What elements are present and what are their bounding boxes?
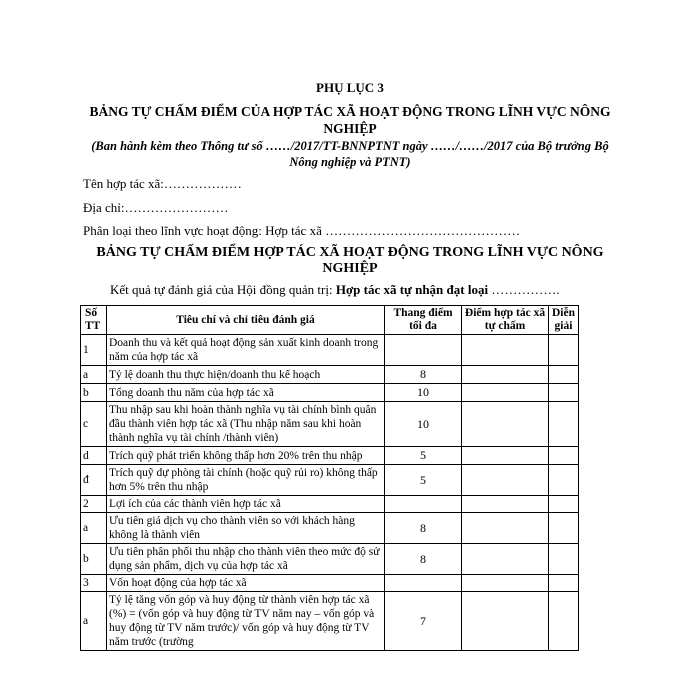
- document-title: BẢNG TỰ CHẤM ĐIỂM CỦA HỢP TÁC XÃ HOẠT ĐỘNG TRONG LĨNH VỰC NÔNG NGHIỆP: [89, 104, 611, 136]
- row-max-score: [385, 335, 462, 366]
- row-max-score: 10: [385, 402, 462, 447]
- classification-field: Phân loại theo lĩnh vực hoạt động: Hợp tác xã ………………………………………: [83, 223, 521, 238]
- row-max-score: 5: [385, 465, 462, 496]
- row-stt: 3: [81, 575, 107, 592]
- section-title: BẢNG TỰ CHẤM ĐIỂM HỢP TÁC XÃ HOẠT ĐỘNG TRONG LĨNH VỰC NÔNG NGHIỆP: [96, 245, 604, 276]
- row-note: [549, 402, 579, 447]
- row-criteria: Ưu tiên phân phối thu nhập cho thành viên theo mức độ sử dụng sản phẩm, dịch vụ của hợp tác xã: [107, 544, 385, 575]
- row-stt: đ: [81, 465, 107, 496]
- row-self-score: [462, 544, 549, 575]
- row-max-score: 5: [385, 447, 462, 465]
- row-note: [549, 575, 579, 592]
- table-body: [81, 335, 579, 651]
- row-self-score: [462, 366, 549, 384]
- row-self-score: [462, 465, 549, 496]
- row-self-score: [462, 592, 549, 651]
- table-row: [81, 544, 579, 575]
- row-stt: b: [81, 384, 107, 402]
- row-stt: b: [81, 544, 107, 575]
- row-note: [549, 544, 579, 575]
- row-criteria: Doanh thu và kết quả hoạt động sản xuất kinh doanh trong năm của hợp tác xã: [107, 335, 385, 366]
- row-self-score: [462, 513, 549, 544]
- appendix-label: PHỤ LỤC 3: [316, 80, 384, 95]
- table-row: [81, 465, 579, 496]
- row-stt: 1: [81, 335, 107, 366]
- address-field: Địa chỉ:……………………: [83, 200, 229, 215]
- row-stt: a: [81, 366, 107, 384]
- row-note: [549, 496, 579, 513]
- row-note: [549, 447, 579, 465]
- header-stt: Số TT: [81, 306, 107, 335]
- header-max-score: Thang điểm tối đa: [385, 306, 462, 335]
- row-self-score: [462, 447, 549, 465]
- row-criteria: Ưu tiên giá dịch vụ cho thành viên so với khách hàng không là thành viên: [107, 513, 385, 544]
- row-criteria: Trích quỹ dự phòng tài chính (hoặc quỹ rủi ro) không thấp hơn 5% trên thu nhập: [107, 465, 385, 496]
- result-prefix: Kết quả tự đánh giá của Hội đồng quản trị:: [110, 282, 336, 297]
- row-stt: c: [81, 402, 107, 447]
- row-self-score: [462, 575, 549, 592]
- table-row: [81, 447, 579, 465]
- row-note: [549, 465, 579, 496]
- result-bold: Hợp tác xã tự nhận đạt loại: [335, 282, 489, 297]
- table-row: [81, 513, 579, 544]
- table-row: [81, 575, 579, 592]
- row-note: [549, 335, 579, 366]
- row-criteria: Tỷ lệ tăng vốn góp và huy động từ thành viên hợp tác xã (%) = (vốn góp và huy động từ TV năm nay – vốn góp và huy động từ TV năm trước)/ vốn góp và huy động từ TV năm trước (trường: [107, 592, 385, 651]
- row-criteria: Lợi ích của các thành viên hợp tác xã: [107, 496, 385, 513]
- row-criteria: Trích quỹ phát triển không thấp hơn 20% trên thu nhập: [107, 447, 385, 465]
- table-row: [81, 402, 579, 447]
- row-max-score: 8: [385, 544, 462, 575]
- row-max-score: 8: [385, 366, 462, 384]
- self-assessment-result: [110, 282, 560, 298]
- row-self-score: [462, 335, 549, 366]
- table-header-row: [81, 306, 579, 335]
- row-max-score: 10: [385, 384, 462, 402]
- row-stt: a: [81, 513, 107, 544]
- row-stt: d: [81, 447, 107, 465]
- row-stt: 2: [81, 496, 107, 513]
- header-criteria: Tiêu chí và chỉ tiêu đánh giá: [107, 306, 385, 335]
- table-row: [81, 335, 579, 366]
- result-suffix: …………….: [488, 282, 560, 297]
- table-row: [81, 496, 579, 513]
- row-note: [549, 592, 579, 651]
- table-row: [81, 384, 579, 402]
- row-self-score: [462, 384, 549, 402]
- row-criteria: Tỷ lệ doanh thu thực hiện/doanh thu kế hoạch: [107, 366, 385, 384]
- row-self-score: [462, 496, 549, 513]
- row-criteria: Tổng doanh thu năm của hợp tác xã: [107, 384, 385, 402]
- row-max-score: 7: [385, 592, 462, 651]
- row-note: [549, 384, 579, 402]
- table-row: [81, 592, 579, 651]
- row-max-score: [385, 496, 462, 513]
- table-row: [81, 366, 579, 384]
- row-note: [549, 366, 579, 384]
- row-stt: a: [81, 592, 107, 651]
- row-note: [549, 513, 579, 544]
- row-self-score: [462, 402, 549, 447]
- row-max-score: [385, 575, 462, 592]
- cooperative-name-field: Tên hợp tác xã:………………: [83, 176, 242, 191]
- header-self-score: Điểm hợp tác xã tự chấm: [462, 306, 549, 335]
- header-note: Diễn giải: [549, 306, 579, 335]
- row-criteria: Thu nhập sau khi hoàn thành nghĩa vụ tài chính bình quân đầu thành viên hợp tác xã (Thu nhập năm sau khi hoàn thành nghĩa vụ tài chính /thành viên): [107, 402, 385, 447]
- document-subtitle: (Ban hành kèm theo Thông tư số ……/2017/TT-BNNPTNT ngày ……/……/2017 của Bộ trưởng Bộ Nông nghiệp và PTNT): [91, 139, 609, 169]
- row-max-score: 8: [385, 513, 462, 544]
- row-criteria: Vốn hoạt động của hợp tác xã: [107, 575, 385, 592]
- score-table: [80, 305, 579, 651]
